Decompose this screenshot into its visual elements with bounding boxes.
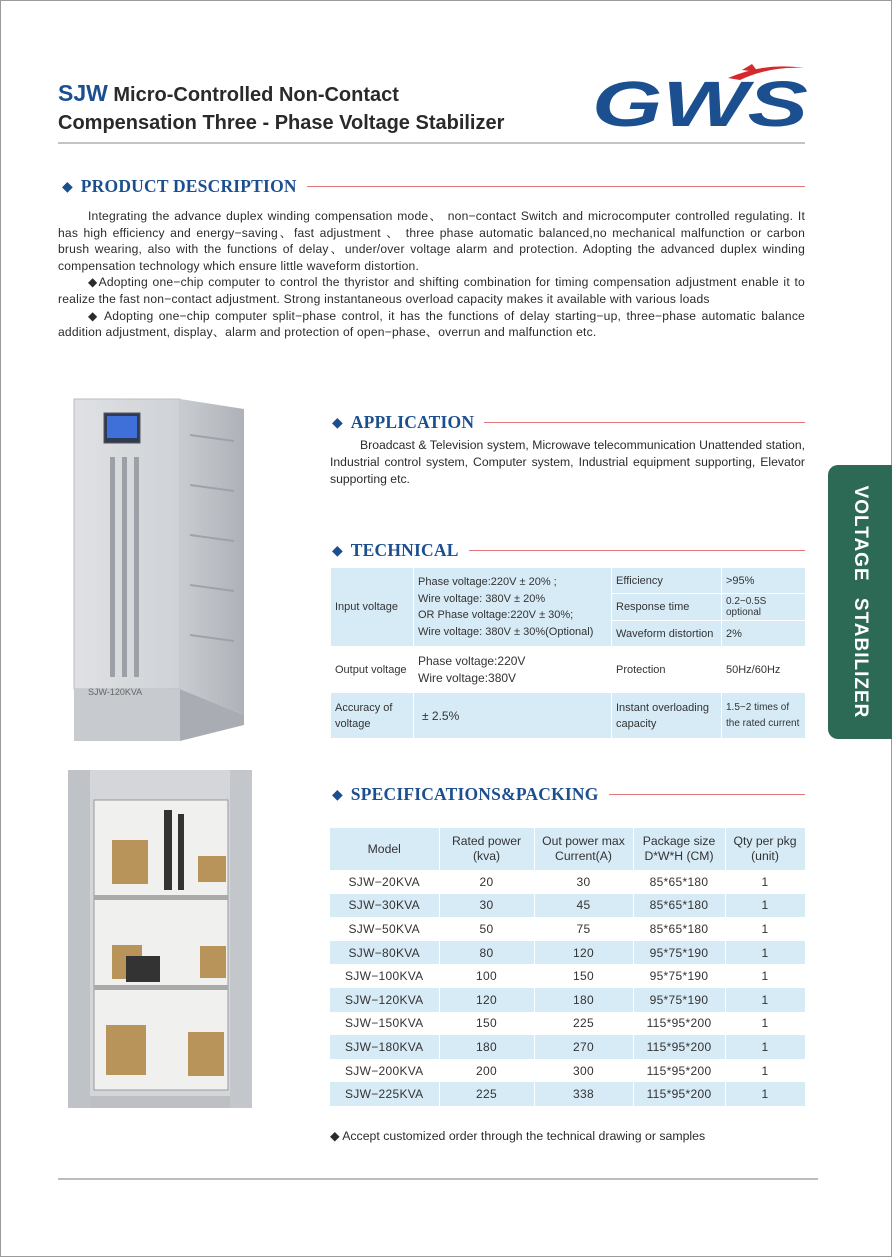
section-heading-description xyxy=(62,175,805,197)
cell-current: 270 xyxy=(534,1035,633,1059)
cell-package-size: 95*75*190 xyxy=(633,988,725,1012)
input-voltage-line: Wire voltage: 380V ± 30%(Optional) xyxy=(418,625,594,638)
waveform-distortion-label: Waveform distortion xyxy=(612,621,722,647)
cell-model: SJW−150KVA xyxy=(330,1012,439,1036)
table-row xyxy=(330,1035,805,1059)
overload-label-line: capacity xyxy=(616,717,657,730)
logo-text: GWS xyxy=(592,68,809,134)
cell-current: 45 xyxy=(534,894,633,918)
cell-package-size: 115*95*200 xyxy=(633,1059,725,1083)
diamond-bullet-icon: ◆ xyxy=(332,785,343,802)
section-title: PRODUCT DESCRIPTION xyxy=(80,175,297,196)
cell-rated-power: 120 xyxy=(439,988,534,1012)
output-voltage-line: Phase voltage:220V xyxy=(418,653,526,668)
section-title: SPECIFICATIONS&PACKING xyxy=(350,783,599,804)
response-time-value: 0.2−0.5S optional xyxy=(722,594,806,621)
description-paragraph-2: ◆Adopting one−chip computer to control the thyristor and shifting combination for timing compensation adjustment enable it to realize the fast non−contact adjustment. Strong instantaneous overload capacity makes it available with various loads xyxy=(58,275,805,306)
table-row xyxy=(330,894,805,918)
diamond-bullet-icon: ◆ xyxy=(332,541,343,558)
cell-qty: 1 xyxy=(725,917,805,941)
cell-package-size: 95*75*190 xyxy=(633,964,725,988)
cell-current: 338 xyxy=(534,1082,633,1106)
overload-value-line: 1.5−2 times of xyxy=(726,701,790,713)
cell-rated-power: 150 xyxy=(439,1012,534,1036)
side-tab-label: VOLTAGE STABILIZER xyxy=(850,485,871,719)
cell-model: SJW−225KVA xyxy=(330,1082,439,1106)
product-image-internal xyxy=(68,770,252,1108)
header-text: Model xyxy=(367,841,401,856)
overload-label-line: Instant overloading xyxy=(616,701,709,714)
spec-header-row xyxy=(330,828,805,870)
overload-label xyxy=(612,693,722,739)
cell-current: 30 xyxy=(534,870,633,894)
cell-model: SJW−20KVA xyxy=(330,870,439,894)
cell-package-size: 115*95*200 xyxy=(633,1035,725,1059)
description-paragraph-3: ◆ Adopting one−chip computer split−phase control, it has the functions of delay starting−up, three−phase automatic balance addition adjustment, display、alarm and protection of open−phase、overrun and malfunction etc. xyxy=(58,308,805,340)
description-paragraph-1: Integrating the advance duplex winding compensation mode、 non−contact Switch and microcomputer controlled regulating. It has high efficiency and energy−saving、fast adjustment 、 three phase automatic balanced,no mechanical malfunction or carbon brush wearing, also with the functions of delay、under/over voltage alarm and protection. Adopting the advanced duplex winding compensation technology which ensure little waveform distortion. xyxy=(58,209,805,273)
cell-current: 180 xyxy=(534,988,633,1012)
cell-qty: 1 xyxy=(725,964,805,988)
protection-value: 50Hz/60Hz xyxy=(722,647,806,693)
diamond-bullet-icon: ◆ xyxy=(332,413,343,430)
cell-model: SJW−30KVA xyxy=(330,894,439,918)
cell-qty: 1 xyxy=(725,870,805,894)
cell-qty: 1 xyxy=(725,1082,805,1106)
section-heading-application xyxy=(332,411,805,433)
header-text: D*W*H (CM) xyxy=(644,849,714,863)
cell-rated-power: 100 xyxy=(439,964,534,988)
cell-qty: 1 xyxy=(725,894,805,918)
title-line-2: Compensation Three - Phase Voltage Stabilizer xyxy=(58,112,505,134)
cell-current: 120 xyxy=(534,941,633,965)
cell-rated-power: 30 xyxy=(439,894,534,918)
table-row xyxy=(330,1012,805,1036)
output-voltage-values xyxy=(414,647,612,693)
cell-model: SJW−180KVA xyxy=(330,1035,439,1059)
cell-current: 75 xyxy=(534,917,633,941)
header-text: Current(A) xyxy=(555,849,612,863)
cell-rated-power: 20 xyxy=(439,870,534,894)
header-text: (unit) xyxy=(751,849,779,863)
cell-qty: 1 xyxy=(725,988,805,1012)
cell-package-size: 85*65*180 xyxy=(633,917,725,941)
section-heading-specs xyxy=(332,783,805,805)
product-description xyxy=(58,208,805,341)
table-row xyxy=(330,988,805,1012)
section-title: APPLICATION xyxy=(350,411,475,432)
cell-rated-power: 200 xyxy=(439,1059,534,1083)
accuracy-value: ± 2.5% xyxy=(414,693,612,739)
table-row xyxy=(330,870,805,894)
col-header-rated-power xyxy=(439,828,534,870)
col-header-package-size xyxy=(633,828,725,870)
specifications-table xyxy=(330,828,806,1106)
section-rule xyxy=(484,422,805,423)
product-model-label: SJW-120KVA xyxy=(88,687,143,697)
cell-qty: 1 xyxy=(725,1059,805,1083)
application-text: Broadcast & Television system, Microwave telecommunication Unattended station, Industrial control system, Computer system, Industrial equipment supporting, Elevator supporting etc. xyxy=(330,438,805,486)
cell-model: SJW−80KVA xyxy=(330,941,439,965)
protection-label: Protection xyxy=(612,647,722,693)
cell-qty: 1 xyxy=(725,1035,805,1059)
col-header-current xyxy=(534,828,633,870)
cell-package-size: 85*65*180 xyxy=(633,894,725,918)
cell-rated-power: 180 xyxy=(439,1035,534,1059)
output-voltage-label: Output voltage xyxy=(331,647,414,693)
input-voltage-line: Wire voltage: 380V ± 20% xyxy=(418,592,546,605)
waveform-distortion-value: 2% xyxy=(722,621,806,647)
input-voltage-values xyxy=(414,568,612,647)
cell-rated-power: 225 xyxy=(439,1082,534,1106)
output-voltage-line: Wire voltage:380V xyxy=(418,670,517,685)
cell-package-size: 115*95*200 xyxy=(633,1012,725,1036)
cell-rated-power: 80 xyxy=(439,941,534,965)
cell-package-size: 115*95*200 xyxy=(633,1082,725,1106)
input-voltage-line: Phase voltage:220V ± 20% ; xyxy=(418,576,557,588)
cell-model: SJW−200KVA xyxy=(330,1059,439,1083)
cell-qty: 1 xyxy=(725,1012,805,1036)
model-name: SJW xyxy=(58,80,108,106)
page-title xyxy=(58,80,578,137)
input-voltage-label: Input voltage xyxy=(331,568,414,647)
gws-logo xyxy=(590,62,812,134)
accuracy-label xyxy=(331,693,414,739)
technical-table xyxy=(330,567,806,739)
cell-model: SJW−100KVA xyxy=(330,964,439,988)
cell-package-size: 85*65*180 xyxy=(633,870,725,894)
overload-value-line: the rated current xyxy=(726,717,800,729)
title-line-1: Micro-Controlled Non-Contact xyxy=(107,84,399,106)
custom-order-note: ◆ Accept customized order through the technical drawing or samples xyxy=(330,1129,706,1143)
input-voltage-line: OR Phase voltage:220V ± 30%; xyxy=(418,609,574,621)
cell-model: SJW−50KVA xyxy=(330,917,439,941)
table-row xyxy=(330,964,805,988)
cell-model: SJW−120KVA xyxy=(330,988,439,1012)
overload-value xyxy=(722,693,806,739)
cell-qty: 1 xyxy=(725,941,805,965)
table-row xyxy=(330,941,805,965)
cell-current: 225 xyxy=(534,1012,633,1036)
col-header-model xyxy=(330,828,439,870)
section-rule xyxy=(609,794,805,795)
header-text: Rated power xyxy=(451,834,522,848)
response-time-label: Response time xyxy=(612,594,722,621)
header-text: Out power max xyxy=(542,834,625,848)
accuracy-label-line: Accuracy of xyxy=(335,701,393,714)
header-text: (kva) xyxy=(472,849,501,863)
table-row xyxy=(330,1082,805,1106)
section-rule xyxy=(469,550,805,551)
diamond-bullet-icon: ◆ xyxy=(62,177,73,194)
section-title: TECHNICAL xyxy=(350,539,459,560)
header-rule xyxy=(58,142,805,144)
accuracy-label-line: voltage xyxy=(335,717,371,730)
cell-current: 150 xyxy=(534,964,633,988)
product-image-cabinet xyxy=(72,395,250,745)
cell-rated-power: 50 xyxy=(439,917,534,941)
header-text: Package size xyxy=(642,834,716,848)
footer-rule xyxy=(58,1178,818,1180)
table-row xyxy=(330,917,805,941)
col-header-qty xyxy=(725,828,805,870)
section-rule xyxy=(307,186,805,187)
table-row xyxy=(330,1059,805,1083)
efficiency-value: >95% xyxy=(722,568,806,594)
efficiency-label: Efficiency xyxy=(612,568,722,594)
side-category-tab xyxy=(828,465,892,739)
cell-package-size: 95*75*190 xyxy=(633,941,725,965)
section-heading-technical xyxy=(332,539,805,561)
cell-current: 300 xyxy=(534,1059,633,1083)
header-text: Qty per pkg xyxy=(733,834,797,848)
